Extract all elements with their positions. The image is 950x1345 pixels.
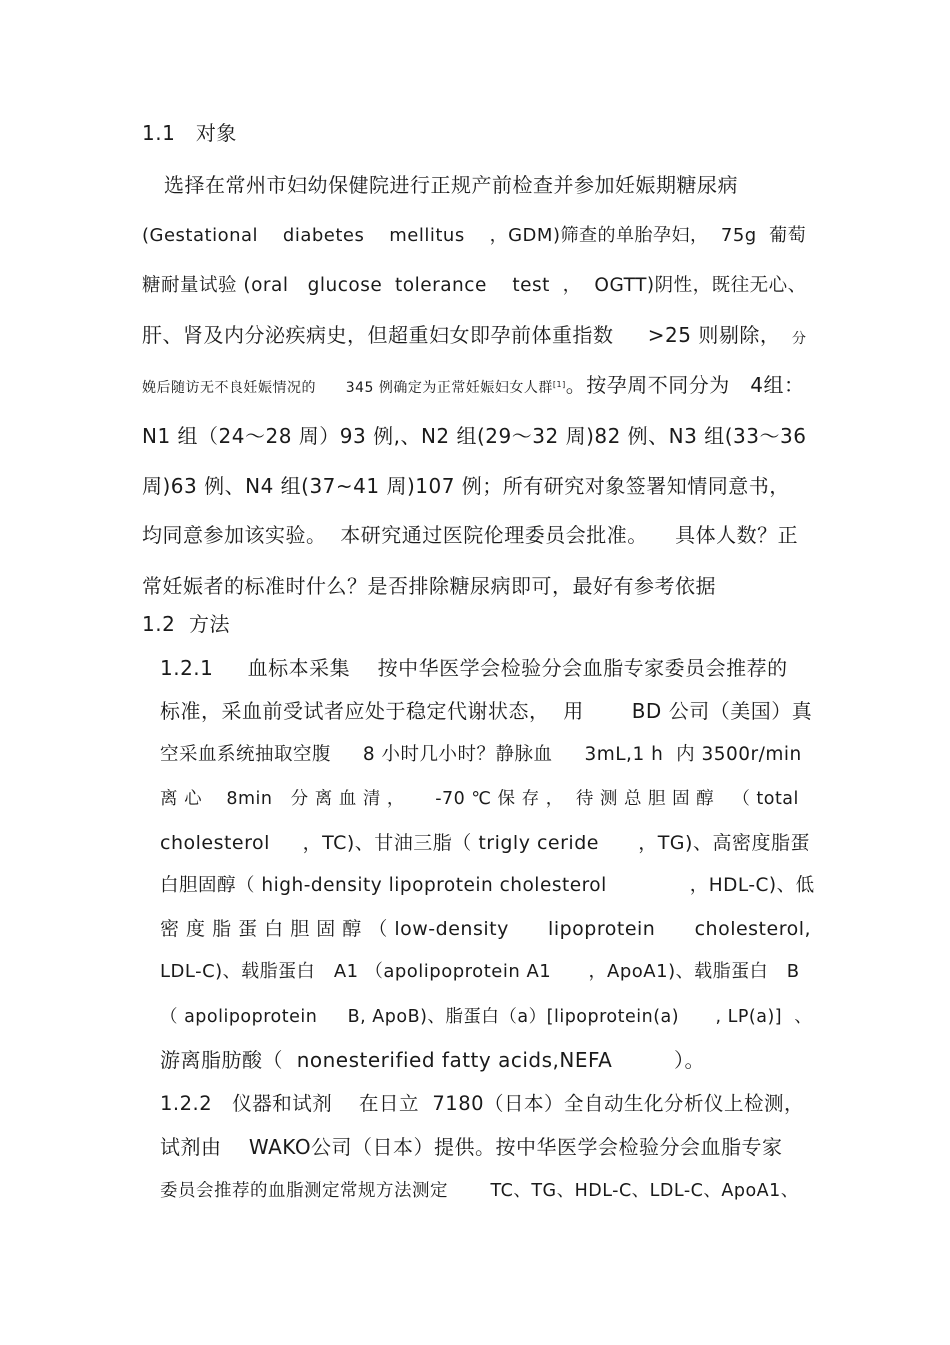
para-line: (Gestational diabetes mellitus ，GDM)筛查的单胎孕妇， 75g 葡萄 bbox=[142, 225, 807, 246]
section-line: 1.2.2 仪器和试剂 在日立 7180（日本）全自动生化分析仪上检测， bbox=[160, 1092, 805, 1115]
para-line bbox=[142, 373, 805, 400]
section-line: （ apolipoprotein B, ApoB)、脂蛋白（a）[lipoprotein(a) , LP(a)] 、 bbox=[160, 1007, 813, 1027]
section-line: LDL-C)、载脂蛋白 A1 （apolipoprotein A1 ，ApoA1)、载脂蛋白 B bbox=[160, 961, 800, 982]
section-line: 1.2.1 血标本采集 按中华医学会检验分会血脂专家委员会推荐的 bbox=[160, 656, 788, 680]
para-line: 肝、肾及内分泌疾病史，但超重妇女即孕前体重指数 >25 则剔除， bbox=[142, 323, 781, 347]
para-line: 糖耐量试验 (oral glucose tolerance test ， OGTT)阴性，既往无心、 bbox=[142, 275, 807, 296]
para-line-tail: 分 bbox=[792, 331, 807, 347]
heading-1-2: 1.2 方法 bbox=[142, 612, 231, 636]
section-line: 游离脂肪酸（ nonesterified fatty acids,NEFA ）。 bbox=[160, 1048, 706, 1072]
para-line: 常妊娠者的标准时什么？是否排除糖尿病即可，最好有参考依据 bbox=[142, 574, 716, 598]
heading-1-1: 1.1 对象 bbox=[142, 121, 237, 145]
para-line-small: 娩后随访无不良妊娠情况的 345 例确定为正常妊娠妇女人群 bbox=[142, 380, 553, 396]
section-line: 委员会推荐的血脂测定常规方法测定 TC、TG、HDL-C、LDL-C、ApoA1、 bbox=[160, 1181, 799, 1201]
para-line: 选择在常州市妇幼保健院进行正规产前检查并参加妊娠期糖尿病 bbox=[164, 173, 738, 197]
section-line: 标准，采血前受试者应处于稳定代谢状态， 用 BD 公司（美国）真 bbox=[160, 699, 813, 723]
para-line: 周)63 例、N4 组(37~41 周)107 例；所有研究对象签署知情同意书， bbox=[142, 474, 790, 498]
section-line: 白胆固醇（ high-density lipoprotein cholesterol ，HDL-C)、低 bbox=[160, 875, 815, 896]
section-line: 密 度 脂 蛋 白 胆 固 醇 （ low-density lipoprotein cholesterol, bbox=[160, 918, 812, 940]
section-line: 空采血系统抽取空腹 8 小时几小时？静脉血 3mL,1 h 内 3500r/min bbox=[160, 744, 802, 765]
section-line: 试剂由 WAKO公司（日本）提供。按中华医学会检验分会血脂专家 bbox=[160, 1135, 783, 1159]
para-line: 均同意参加该实验。 本研究通过医院伦理委员会批准。 具体人数？正 bbox=[142, 523, 799, 547]
para-line: N1 组（24～28 周）93 例,、N2 组(29～32 周)82 例、N3 组(33～36 bbox=[142, 424, 807, 448]
reference-marker: [1] bbox=[552, 380, 566, 389]
para-line-rest: 。按孕周不同分为 4组： bbox=[565, 373, 805, 397]
section-line: cholesterol ，TC)、甘油三脂（ trigly ceride ，TG)、高密度脂蛋 bbox=[160, 832, 810, 854]
section-line: 离 心 8min 分 离 血 清 ， -70 ℃ 保 存 ， 待 测 总 胆 固 醇 （ total bbox=[160, 789, 799, 809]
